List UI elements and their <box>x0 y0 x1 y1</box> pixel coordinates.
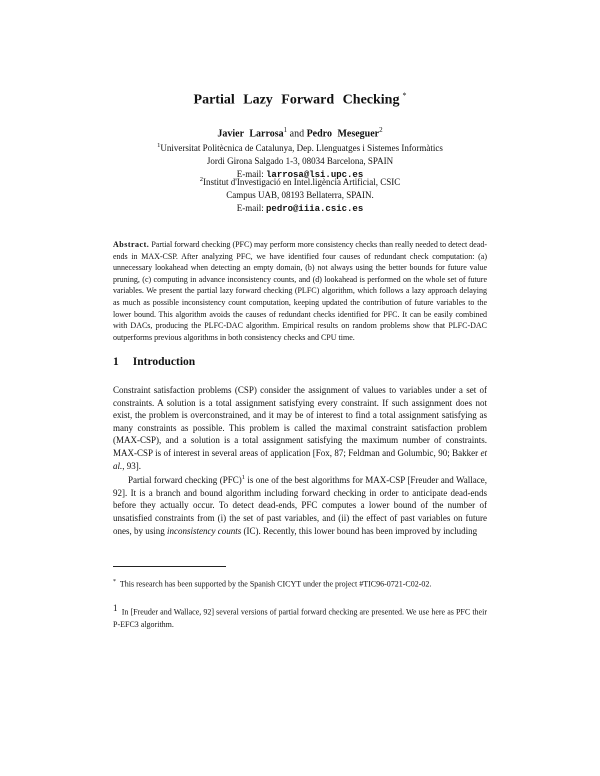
footnote-divider <box>113 566 226 567</box>
paper-title <box>0 91 600 109</box>
affiliation-2-email[interactable]: pedro@iiia.csic.es <box>266 203 364 214</box>
affiliation-1-address: Jordi Girona Salgado 1-3, 08034 Barcelona, SPAIN <box>206 155 394 166</box>
et-al: et al. <box>113 447 487 471</box>
abstract-lead: Abstract. <box>113 240 150 249</box>
section-number: 1 <box>113 356 119 368</box>
affiliation-1-email[interactable]: larrosa@lsi.upc.es <box>266 169 364 180</box>
author-line <box>0 126 600 139</box>
affiliation-2-email-label: E-mail: <box>236 202 267 213</box>
author-2: Pedro Meseguer <box>306 128 380 140</box>
affiliation-2-address: Campus UAB, 08193 Bellaterra, SPAIN. <box>226 189 374 200</box>
affiliation-2 <box>0 174 600 215</box>
title-text: Partial Lazy Forward Checking <box>193 92 400 108</box>
affiliation-1-email-label: E-mail: <box>236 168 267 179</box>
abstract <box>113 239 487 343</box>
intro-paragraph-2: Partial forward checking (PFC)$^1$ is one of the best algorithms for MAX-CSP [Freuder and Wallace, 92]. It is a branch and bound algorithm including forward checking in order to anticipate dead-ends before they actually occur. To detect dead-ends, PFC computes a lower bound of the number of unsatisfied constraints from (i) the set of past variables, and (ii) the effect of past variables on future ones, by using inconsistency counts (IC). Recently, this lower bound has been improved by including <box>113 474 487 536</box>
author-2-affiliation-mark: 2 <box>379 126 383 134</box>
title-footnote-mark: * <box>402 91 407 100</box>
inconsistency-counts-term: inconsistency counts <box>167 525 242 536</box>
affiliation-2-mark: 2 <box>199 176 203 183</box>
affiliation-1-institution: $^1$Universitat Politècnica de Catalunya, Dep. Llenguatges i Sistemes Informàtics <box>157 142 443 153</box>
affiliation-2-institution: $^2$Institut d'Investigació en Intel.ligència Artificial, CSIC <box>199 176 401 187</box>
section-heading <box>113 356 195 368</box>
section-title: Introduction <box>132 356 196 368</box>
footnote-ref-1[interactable]: 1 <box>241 474 245 482</box>
author-conjunction: and <box>289 128 305 140</box>
footnote-1-mark: 1 <box>113 603 118 613</box>
footnote-1: 1 In [Freuder and Wallace, 92] several versions of partial forward checking are presented. We use here as PFC their P-EFC3 algorithm. <box>113 603 487 629</box>
footnote-star-mark: * <box>113 579 116 585</box>
author-1: Javier Larrosa <box>217 128 284 140</box>
intro-body <box>113 384 487 537</box>
author-1-affiliation-mark: 1 <box>283 126 288 134</box>
footnote-star: * This research has been supported by the Spanish CICYT under the project #TIC96-0721-C02-02. <box>113 579 432 589</box>
affiliation-1-mark: 1 <box>157 142 161 149</box>
affiliation-2-email-line <box>0 202 600 216</box>
intro-paragraph-1: Constraint satisfaction problems (CSP) consider the assignment of values to variables under a set of constraints. A solution is a total assignment satisfying every constraint. If such assignment does not exist, the problem is overconstrained, and it may be of interest to find a total assignment satisfying as many constraints as possible. This problem is called the maximal constraint satisfaction problem (MAX-CSP), and a solution is a total assignment satisfying the maximum number of constraints. MAX-CSP is of interest in several areas of application [Fox, 87; Feldman and Golumbic, 90; Bakker et al., 93]. <box>113 385 487 471</box>
abstract-text: Partial forward checking (PFC) may perform more consistency checks than really needed to detect dead-ends in MAX-CSP. After analyzing PFC, we have identified four causes of redundant check computation: (a) unnecessary lookahead when detecting an empty domain, (b) not always using the better bounds for future value pruning, (c) computing in advance inconsistency counts, and (d) lookahead is performed on the whole set of future variables. We present the partial lazy forward checking (PLFC) algorithm, which follows a lazy approach delaying as much as possible inconsistency count computation, keeping updated the contribution of future variables to the lower bound. This algorithm avoids the causes of redundant checks identified for PFC. It can be easily combined with DACs, producing the PLFC-DAC algorithm. Empirical results on random problems show that PLFC-DAC outperforms previous algorithms in both consistency checks and CPU time. <box>113 240 488 342</box>
